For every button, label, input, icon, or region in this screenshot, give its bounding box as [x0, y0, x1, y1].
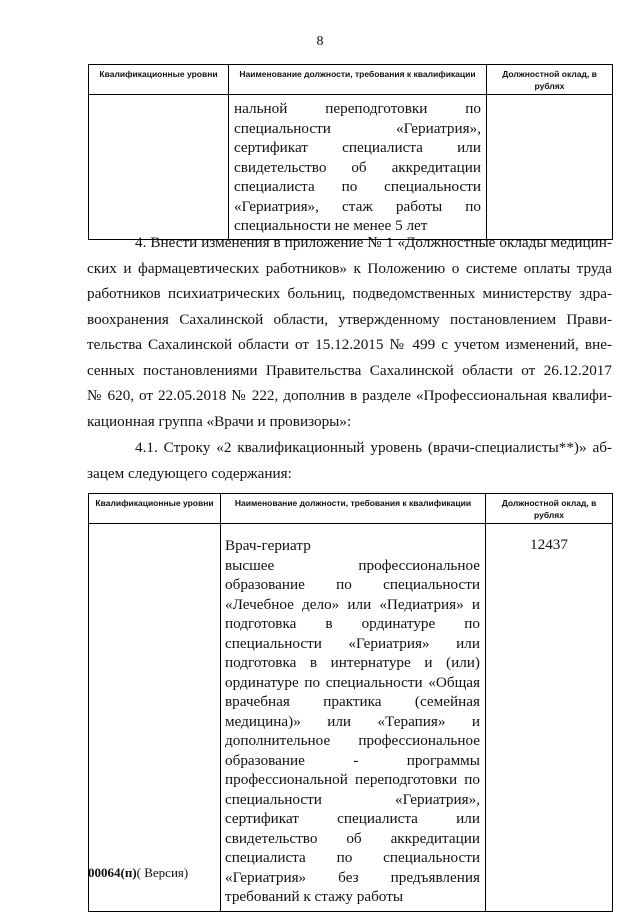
paragraph-amendment-4 — [87, 230, 612, 434]
paragraph-line: зацем следующего содержания: — [87, 464, 292, 482]
header-salary: Должностной оклад, в рублях — [487, 65, 613, 95]
table-row — [89, 524, 613, 912]
qualification-level-cell — [89, 95, 229, 240]
paragraph-line: сенных постановлениями Правительства Сахалинской области от 26.12.2017 — [87, 361, 612, 379]
salary-cell — [487, 95, 613, 240]
requirements-cell — [229, 95, 487, 240]
salary-value: 12437 — [530, 536, 568, 553]
header-salary: Должностной оклад, в рублях — [486, 494, 613, 524]
header-position-requirements: Наименование должности, требования к квалификации — [229, 65, 487, 95]
document-footer — [88, 865, 188, 881]
position-title: Врач-гериатр — [225, 537, 311, 554]
requirements-cell — [221, 524, 486, 912]
paragraph-line: 4.1. Строку «2 квалификационный уровень (врачи-специалисты**)» аб- — [135, 439, 612, 456]
paragraph-line: ских и фармацевтических работников» к Положению о системе оплаты труда — [87, 259, 612, 277]
paragraph-line: воохранения Сахалинской области, утвержденному постановлением Прави- — [87, 310, 612, 328]
position-requirements: высшее профессиональное образование по специальности «Лечебное дело» или «Педиатрия» и подготовка в ординатуре по специальности «Гериатрия» или подготовка в интернатуре и (или) ординатуре по специальности «Общая врачебная практика (семейная медицина)» или «Терапия» и дополнительное профессиональное образование - программы профессиональной переподготовки по специальности «Гериатрия», сертификат специалиста или свидетельство об аккредитации специалиста по специальности «Гериатрия» без предъявления требований к стажу работы — [225, 556, 480, 905]
qualification-level-cell — [89, 524, 221, 912]
salary-cell — [486, 524, 613, 912]
header-position-requirements: Наименование должности, требования к квалификации — [221, 494, 486, 524]
paragraph-line: кационная группа «Врачи и провизоры»: — [87, 412, 352, 430]
paragraph-line: тельства Сахалинской области от 15.12.2015 № 499 с учетом изменений, вне- — [87, 336, 612, 353]
header-qualification-levels: Квалификационные уровни — [89, 494, 221, 524]
paragraph-line: № 620, от 22.05.2018 № 222, дополнив в разделе «Профессиональная квалифи- — [87, 387, 612, 404]
page-number: 8 — [316, 34, 324, 49]
table-header-row — [89, 65, 613, 95]
table-row — [89, 95, 613, 240]
paragraph-line: 4. Внести изменения в приложение № 1 «Должностные оклады медицин- — [135, 234, 612, 251]
requirements-text: нальной переподготовки по специальности «Гериатрия», сертификат специалиста или свидетельство об аккредитации специалиста по специальности «Гериатрия», стаж работы по специальности не менее 5 лет — [234, 100, 481, 234]
table-header-row — [89, 494, 613, 524]
paragraph-line: работников психиатрических больниц, подведомственных министерству здра- — [87, 285, 612, 302]
header-qualification-levels: Квалификационные уровни — [89, 65, 229, 95]
document-code: 00064(п) — [88, 865, 137, 880]
document-version: ( Версия) — [136, 865, 189, 880]
paragraph-amendment-4-1 — [87, 435, 612, 486]
salary-table-new-row — [88, 493, 613, 912]
salary-table-continuation — [88, 64, 613, 240]
